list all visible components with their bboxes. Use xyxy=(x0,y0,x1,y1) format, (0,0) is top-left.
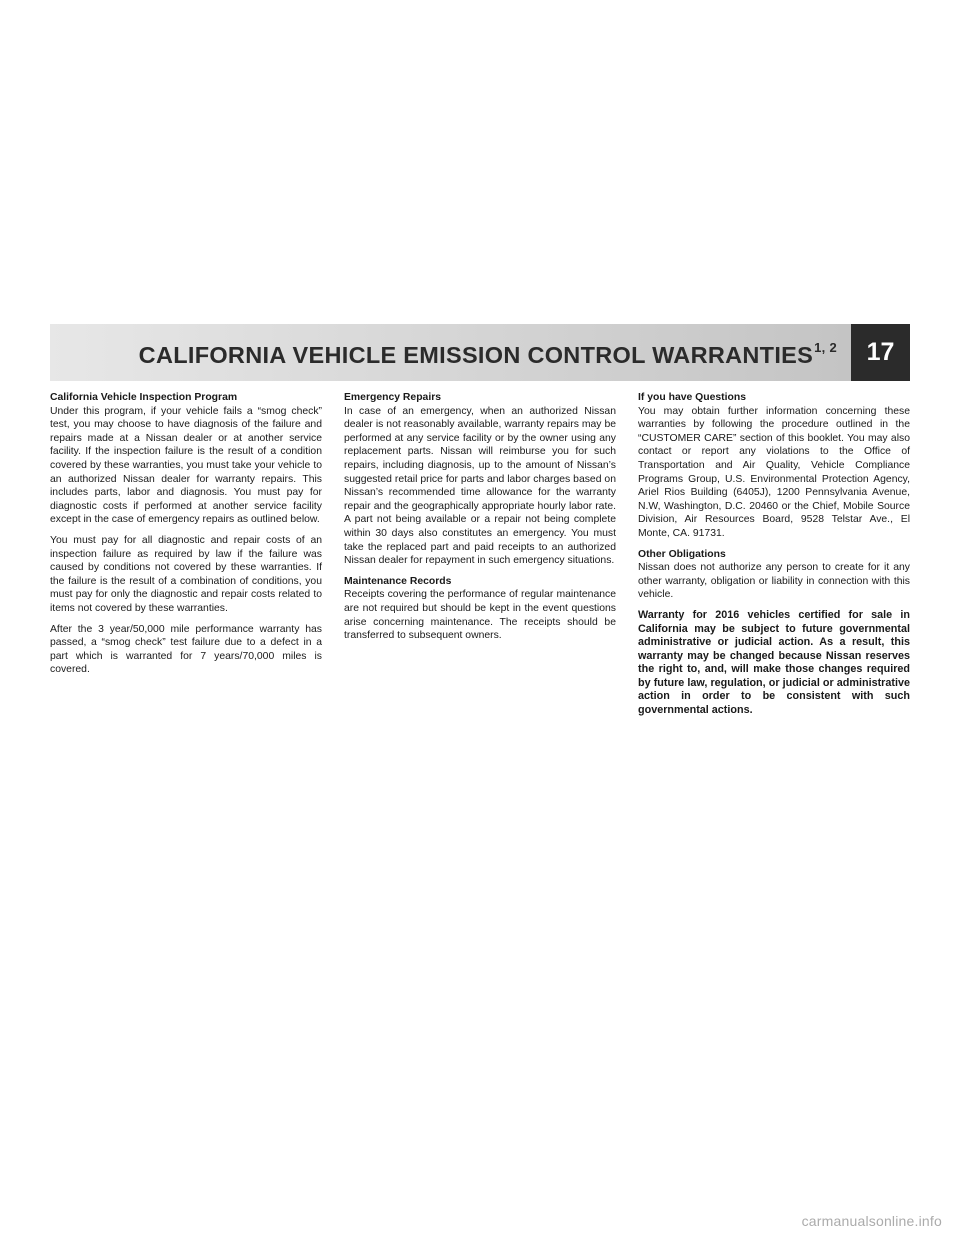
questions-paragraph: You may obtain further information concerning these warranties by following the procedure outlined in the “CUSTOMER CARE” section of this booklet. You may also contact or report any violations to the Office of Transportation and Air Quality, Vehicle Compliance Programs Group, U.S. Environmental Protection Agency, Ariel Rios Building (6405J), 1200 Pennsylvania Avenue, N.W, Washington, D.C. 20460 or the Chief, Mobile Source Division, Air Resources Board, 9528 Telstar Ave., El Monte, CA. 91731. xyxy=(638,405,910,539)
inspection-program-section xyxy=(50,391,322,527)
inspection-program-paragraph-3: After the 3 year/50,000 mile performance warranty has passed, a “smog check” test failure due to a defect in a part which is warranted for 7 years/70,000 miles is covered. xyxy=(50,623,322,676)
inspection-program-heading: California Vehicle Inspection Program xyxy=(50,392,238,403)
inspection-program-paragraph-2: You must pay for all diagnostic and repair costs of an inspection failure as required by law if the failure was caused by conditions not covered by these warranties. If the failure is the result of a combination of conditions, you must pay for only the diagnostic and repair costs related to items not covered by these warranties. xyxy=(50,534,322,614)
emergency-repairs-section xyxy=(344,391,616,568)
inspection-program-paragraph-1: Under this program, if your vehicle fails a “smog check” test, you may choose to have diagnosis of the failure and repairs made at a Nissan dealer or at another service facility. If the inspection failure is the result of a condition covered by these warranties, you must take your vehicle to an authorized Nissan dealer for warranty repairs. This includes parts, labor and diagnosis. You must pay for diagnostic costs if performed at another service facility except in the case of emergency repairs as outlined below. xyxy=(50,405,322,526)
maintenance-records-heading: Maintenance Records xyxy=(344,575,452,587)
questions-heading: If you have Questions xyxy=(638,392,746,403)
emergency-repairs-heading: Emergency Repairs xyxy=(344,392,442,403)
other-obligations-section xyxy=(638,548,910,602)
section-title xyxy=(139,342,837,369)
other-obligations-heading: Other Obligations xyxy=(638,548,726,560)
questions-section xyxy=(638,391,910,541)
text-column-2 xyxy=(344,391,616,650)
section-header-band xyxy=(50,324,851,381)
text-column-1 xyxy=(50,391,322,684)
maintenance-records-section xyxy=(344,575,616,643)
future-action-notice: Warranty for 2016 vehicles certified for sale in California may be subject to future governmental administrative or judicial action. As a result, this warranty may be changed because Nissan reserves the right to, and, will make those changes required by future law, regulation, or judicial or administrative action in order to be consistent with such governmental actions. xyxy=(638,608,910,717)
section-title-text: CALIFORNIA VEHICLE EMISSION CONTROL WARRANTIES xyxy=(138,342,814,368)
footer-watermark: carmanualsonline.info xyxy=(801,1213,942,1229)
maintenance-records-paragraph: Receipts covering the performance of regular maintenance are not required but should be kept in the event questions arise concerning maintenance. The receipts should be transferred to subsequent owners. xyxy=(344,589,616,642)
section-title-superscript: 1, 2 xyxy=(814,340,837,356)
emergency-repairs-paragraph: In case of an emergency, when an authorized Nissan dealer is not reasonably available, warranty repairs may be performed at any service facility or by the owner using any replacement parts. Nissan will reimburse you for such repairs, including diagnosis, up to the amount of Nissan’s suggested retail price for parts and labor charges based on Nissan’s recommended time allowance for the warranty repair and the geographically appropriate hourly labor rate. A part not being available or a repair not being complete within 30 days also constitutes an emergency. You must take the replaced part and paid receipts to an authorized Nissan dealer for repayment in such emergency situations. xyxy=(344,405,616,567)
page-number: 17 xyxy=(851,324,910,381)
other-obligations-paragraph: Nissan does not authorize any person to create for it any other warranty, obligation or liability in connection with this vehicle. xyxy=(638,562,910,601)
text-column-3 xyxy=(638,391,910,725)
